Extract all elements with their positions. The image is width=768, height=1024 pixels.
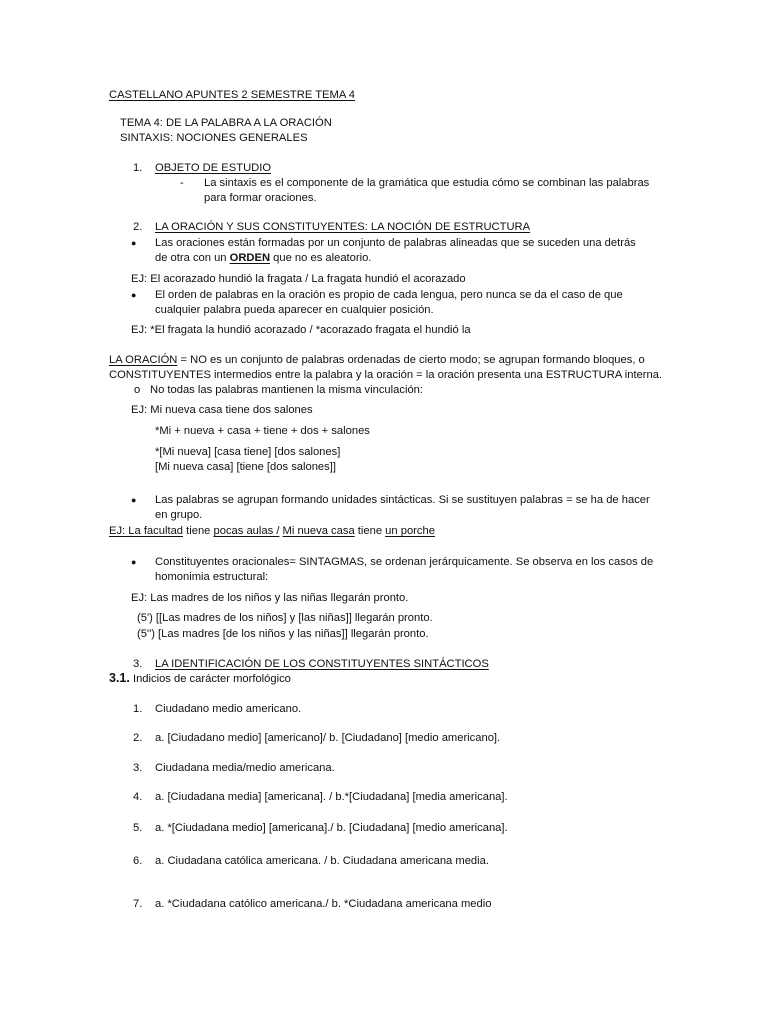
section-1-title: OBJETO DE ESTUDIO <box>155 162 272 174</box>
constituyentes-example-5a: (5') [[Las madres de los niños] y [las niñas]] llegarán pronto. <box>137 612 433 624</box>
oracion-example-3: [Mi nueva casa] [tiene [dos salones]] <box>155 461 336 473</box>
oracion-example-2: *[Mi nueva] [casa tiene] [dos salones] <box>155 446 341 458</box>
example-number: 2. <box>133 732 143 744</box>
example-text: Ciudadana media/medio americana. <box>155 762 335 774</box>
oracion-label: LA ORACIÓN <box>109 354 178 366</box>
bullet-icon: ● <box>131 495 137 505</box>
section-3-1-number: 3.1. <box>109 671 130 685</box>
section-2-bullet1-line2: de otra con un ORDEN que no es aleatorio. <box>155 252 372 264</box>
example-number: 7. <box>133 898 143 910</box>
agrupan-line2: en grupo. <box>155 509 203 521</box>
oracion-sub-marker: o <box>134 384 141 396</box>
example-text: a. Ciudadana católica americana. / b. Ciudadana americana media. <box>155 855 489 867</box>
agrupan-example: EJ: La facultad tiene pocas aulas / Mi nueva casa tiene un porche <box>109 525 435 537</box>
orden-emphasis: ORDEN <box>229 252 271 264</box>
example-text: Ciudadano medio americano. <box>155 703 302 715</box>
example-text: a. [Ciudadana media] [americana]. / b.*[Ciudadana] [media americana]. <box>155 791 508 803</box>
section-2-example-2: EJ: *El fragata la hundió acorazado / *acorazado fragata el hundió la <box>131 324 471 336</box>
section-1-text-line2: para formar oraciones. <box>204 192 317 204</box>
example-number: 6. <box>133 855 143 867</box>
section-3-1-title: Indicios de carácter morfológico <box>129 673 291 685</box>
section-2-bullet1-line1: Las oraciones están formadas por un conjunto de palabras alineadas que se suceden una detrás <box>155 237 636 249</box>
section-1-number: 1. <box>133 162 143 174</box>
constituyentes-line1: Constituyentes oracionales= SINTAGMAS, se ordenan jerárquicamente. Se observa en los casos de <box>155 556 654 568</box>
constituyentes-example-5b: (5'') [Las madres [de los niños y las niñas]] llegarán pronto. <box>137 628 429 640</box>
oracion-line1: LA ORACIÓN = NO es un conjunto de palabras ordenadas de cierto modo; se agrupan formando bloques, o <box>109 354 645 366</box>
section-2-bullet2-line1: El orden de palabras en la oración es propio de cada lengua, pero nunca se da el caso de que <box>155 289 623 301</box>
document-title: CASTELLANO APUNTES 2 SEMESTRE TEMA 4 <box>109 89 355 101</box>
topic-heading: TEMA 4: DE LA PALABRA A LA ORACIÓN <box>120 117 332 129</box>
agrupan-line1: Las palabras se agrupan formando unidades sintácticas. Si se sustituyen palabras = se ha de hacer <box>155 494 650 506</box>
bullet-icon: ● <box>131 238 137 248</box>
section-2-bullet2-line2: cualquier palabra pueda aparecer en cualquier posición. <box>155 304 434 316</box>
constituyentes-example: EJ: Las madres de los niños y las niñas llegarán pronto. <box>131 592 409 604</box>
example-text: a. [Ciudadano medio] [americano]/ b. [Ciudadano] [medio americano]. <box>155 732 501 744</box>
example-number: 1. <box>133 703 143 715</box>
oracion-line2: CONSTITUYENTES intermedios entre la palabra y la oración = la oración presenta una ESTRUCTURA interna. <box>109 369 663 381</box>
section-1-text-line1: La sintaxis es el componente de la gramática que estudia cómo se combinan las palabras <box>204 177 650 189</box>
section-3-title: LA IDENTIFICACIÓN DE LOS CONSTITUYENTES SINTÁCTICOS <box>155 658 489 670</box>
section-2-title: LA ORACIÓN Y SUS CONSTITUYENTES: LA NOCIÓN DE ESTRUCTURA <box>155 221 531 233</box>
section-3-1-heading <box>109 671 291 687</box>
oracion-example-1: *Mi + nueva + casa + tiene + dos + salones <box>155 425 370 437</box>
section-3-number: 3. <box>133 658 143 670</box>
example-number: 4. <box>133 791 143 803</box>
oracion-sub-text: No todas las palabras mantienen la misma vinculación: <box>150 384 423 396</box>
example-number: 3. <box>133 762 143 774</box>
constituyentes-line2: homonimia estructural: <box>155 571 269 583</box>
bullet-icon: ● <box>131 290 137 300</box>
example-number: 5. <box>133 822 143 834</box>
bullet-icon: ● <box>131 557 137 567</box>
section-2-number: 2. <box>133 221 143 233</box>
example-text: a. *Ciudadana católico americana./ b. *Ciudadana americana medio <box>155 898 492 910</box>
topic-subheading: SINTAXIS: NOCIONES GENERALES <box>120 132 308 144</box>
section-2-example-1: EJ: El acorazado hundió la fragata / La fragata hundió el acorazado <box>131 273 466 285</box>
section-1-dash: - <box>180 177 184 189</box>
example-text: a. *[Ciudadana medio] [americana]./ b. [Ciudadana] [medio americana]. <box>155 822 508 834</box>
oracion-example: EJ: Mi nueva casa tiene dos salones <box>131 404 313 416</box>
